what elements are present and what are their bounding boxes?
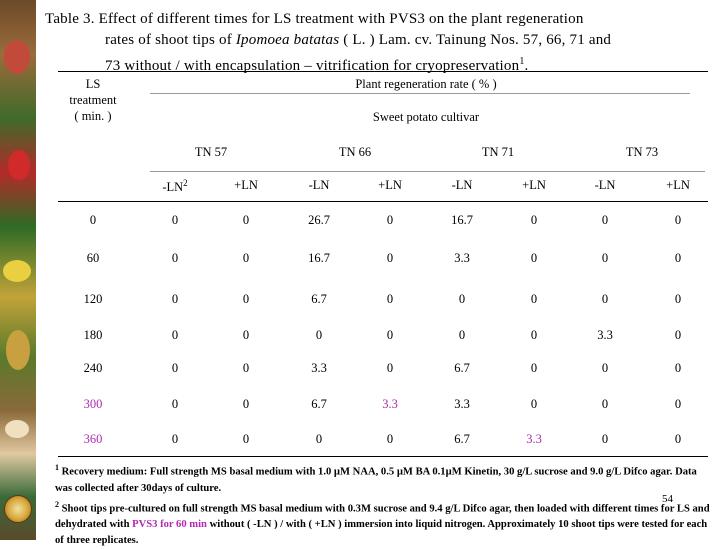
table-title [45,9,710,77]
title-line-2 [45,30,710,51]
row-header-label: ( min. ) [74,109,112,123]
table-value-cell: 0 [386,213,394,227]
footnote-2-mark: 2 [55,499,59,509]
table-top-rule [58,71,708,72]
table-value-cell: 0 [530,292,538,306]
table-value-cell: 0 [601,213,609,227]
table-value-cell: 0 [171,397,179,411]
row-time-cell: 0 [89,213,97,227]
footnote-2-text-b: without ( -LN ) / with ( +LN ) immersion into liquid nitrogen. Approximately 10 shoot tips were tested for each of three replicates. [55,519,708,547]
table-value-cell: 0 [171,292,179,306]
table-value-cell: 0 [601,432,609,446]
table-value-cell: 0 [242,292,250,306]
row-time-cell: 240 [83,361,103,375]
table-value-cell: 0 [386,292,394,306]
table-value-cell: 0 [242,397,250,411]
subheader-footnote-mark: 2 [183,178,188,188]
treatment-subheader: +LN [234,178,258,192]
table-value-cell: 3.3 [311,361,327,375]
table-value-cell: 3.3 [454,251,470,265]
row-time-cell: 180 [83,328,103,342]
row-header-label: treatment [69,93,117,107]
table-value-cell: 0 [601,397,609,411]
cultivar-header-rule [150,171,705,172]
row-time-cell: 360 [83,432,103,446]
table-value-cell: 0 [171,328,179,342]
table-value-cell: 0 [386,361,394,375]
table-value-cell: 0 [242,361,250,375]
table-value-cell: 0 [674,251,682,265]
subgroup-header: Sweet potato cultivar [372,110,480,124]
group-header: Plant regeneration rate ( % ) [355,77,497,91]
table-value-cell: 26.7 [308,213,330,227]
treatment-subheader: -LN [308,178,330,192]
title-line-2-a: rates of shoot tips of [105,32,236,48]
page-number: 54 [662,493,673,505]
university-seal-logo [4,495,32,523]
table-value-cell: 0 [530,251,538,265]
table-value-cell: 16.7 [451,213,473,227]
table-value-cell: 0 [386,251,394,265]
cultivar-header: TN 57 [194,145,228,159]
table-value-cell: 0 [171,213,179,227]
table-value-cell: 0 [386,432,394,446]
row-header-label: LS [85,77,101,91]
table-value-cell: 0 [242,213,250,227]
treatment-subheader: -LN [594,178,616,192]
row-time-cell: 60 [86,251,100,265]
table-value-cell: 0 [674,328,682,342]
cultivar-header: TN 71 [481,145,515,159]
table-value-cell: 0 [171,361,179,375]
table-value-cell: 0 [530,213,538,227]
treatment-subheader: -LN [451,178,473,192]
treatment-subheader: +LN [378,178,402,192]
table-value-cell: 0 [674,213,682,227]
footnotes [55,460,715,549]
table-value-cell: 6.7 [454,432,470,446]
header-bottom-rule [58,201,708,202]
table-value-cell: 0 [458,292,466,306]
title-line-3 [45,51,710,77]
table-value-cell: 3.3 [454,397,470,411]
table-value-cell: 0 [530,397,538,411]
footnote-1-mark: 1 [55,463,59,472]
group-header-rule [150,93,690,94]
treatment-subheader: $-LN^2$ [162,178,188,195]
treatment-subheader: +LN [522,178,546,192]
table-value-cell: 0 [386,328,394,342]
treatment-subheader: +LN [666,178,690,192]
table-value-cell: 0 [674,361,682,375]
decorative-sidebar-photo [0,0,36,540]
cultivar-header: TN 66 [338,145,372,159]
title-footnote-mark: 1 [519,56,525,67]
table-value-cell: 0 [530,328,538,342]
table-value-cell: 6.7 [454,361,470,375]
table-value-cell: 0 [242,328,250,342]
footnote-1 [55,460,715,497]
table-value-cell: 0 [601,292,609,306]
table-value-cell: 3.3 [597,328,613,342]
table-value-cell: 0 [674,432,682,446]
title-line-3-text: 73 without / with encapsulation – vitrification for cryopreservation [105,58,520,74]
table-value-cell: 0 [315,432,323,446]
table-value-cell: 0 [242,432,250,446]
table-value-cell: 0 [171,432,179,446]
table-value-cell: 0 [315,328,323,342]
table-value-cell: 0 [458,328,466,342]
title-line-2-b: ( L. ) Lam. cv. Tainung Nos. 57, 66, 71 and [339,32,612,48]
table-value-cell: 0 [530,361,538,375]
table-value-cell: 0 [601,361,609,375]
cultivar-header: TN 73 [625,145,659,159]
table-value-cell: 3.3 [382,397,398,411]
title-line-1: Table 3. Effect of different times for LS treatment with PVS3 on the plant regeneration [45,11,584,27]
table-value-cell: 16.7 [308,251,330,265]
footnote-2-text-a: Shoot tips pre-cultured on full strength MS basal medium with 0.3M sucrose and 9.4 g/L Difco agar, then loaded with different times for LS and dehydrated with [55,503,710,531]
footnote-2 [55,497,715,549]
table-value-cell: 0 [674,292,682,306]
footnote-2-highlight: PVS3 for 60 min [132,519,207,531]
title-line-3-end: . [524,58,529,74]
table-value-cell: 0 [171,251,179,265]
table-value-cell: 0 [242,251,250,265]
row-time-cell: 120 [83,292,103,306]
row-time-cell: 300 [83,397,103,411]
table-value-cell: 6.7 [311,397,327,411]
species-name: Ipomoea batatas [235,32,340,48]
footnote-1-text: Recovery medium: Full strength MS basal medium with 1.0 µM NAA, 0.5 µM BA 0.1µM Kinetin, 30 g/L sucrose and 9.0 g/L Difco agar. Data was collected after 30days of culture. [55,466,697,494]
table-value-cell: 0 [674,397,682,411]
table-value-cell: 0 [601,251,609,265]
table-value-cell: 3.3 [526,432,542,446]
table-value-cell: 6.7 [311,292,327,306]
table-bottom-rule [58,456,708,457]
